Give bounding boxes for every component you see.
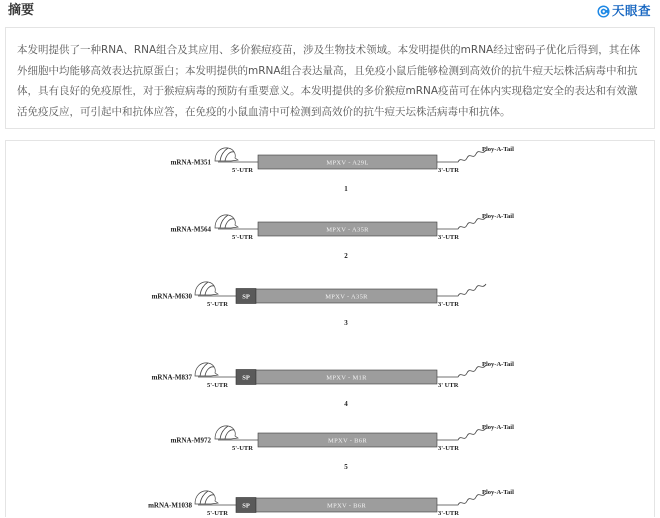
poly-a-tail-label: Ploy-A-Tail: [482, 361, 514, 368]
utr3-label: 3'-UTR: [438, 234, 459, 241]
mrna-5prime-cap-icon: [215, 148, 238, 161]
cap-outline: [215, 426, 238, 439]
cap-outline: [215, 215, 238, 228]
tianyancha-logo[interactable]: [597, 2, 651, 20]
poly-a-tail-label: Ploy-A-Tail: [482, 424, 514, 431]
mrna-5prime-cap-icon: [195, 491, 218, 504]
antigen-label: MPXV - M1R: [326, 374, 367, 382]
construct-row: [148, 489, 514, 517]
utr3-label: 3'-UTR: [438, 167, 459, 174]
construct-number: 5: [344, 463, 348, 471]
cap-outline: [195, 282, 218, 295]
construct-name-label: mRNA-M972: [170, 436, 211, 445]
tianyancha-logo-icon: [597, 5, 610, 18]
cap-outline: [215, 148, 238, 161]
utr3-label: 3'-UTR: [438, 510, 459, 517]
construct-name-label: mRNA-M837: [151, 373, 192, 382]
construct-name-label: mRNA-M1038: [148, 501, 192, 510]
patent-figure: [5, 140, 655, 517]
construct-row: [171, 213, 515, 260]
utr5-label: 5'-UTR: [232, 234, 253, 241]
signal-peptide-label: SP: [242, 502, 250, 510]
antigen-label: MPXV - A35R: [325, 293, 368, 301]
signal-peptide-label: SP: [242, 374, 250, 382]
antigen-label: MPXV - A35R: [326, 226, 369, 234]
poly-a-tail-line: [437, 365, 486, 377]
construct-number: 1: [344, 185, 348, 193]
utr3-label: 3' UTR: [438, 382, 459, 389]
cap-outline: [195, 491, 218, 504]
utr3-label: 3'-UTR: [438, 445, 459, 452]
construct-row: [152, 361, 515, 408]
poly-a-tail-line: [437, 284, 486, 296]
poly-a-tail-line: [437, 428, 486, 440]
poly-a-tail-line: [437, 217, 486, 229]
construct-name-label: mRNA-M630: [151, 292, 192, 301]
construct-row: [171, 424, 515, 471]
mrna-construct-diagram: [6, 141, 654, 517]
mrna-5prime-cap-icon: [195, 282, 218, 295]
mrna-5prime-cap-icon: [195, 363, 218, 376]
construct-name-label: mRNA-M351: [170, 158, 211, 167]
construct-number: 3: [344, 319, 348, 327]
mrna-5prime-cap-icon: [215, 426, 238, 439]
poly-a-tail-line: [437, 150, 486, 162]
mrna-5prime-cap-icon: [215, 215, 238, 228]
poly-a-tail-label: Ploy-A-Tail: [482, 213, 514, 220]
construct-number: 4: [344, 400, 348, 408]
poly-a-tail-label: Ploy-A-Tail: [482, 489, 514, 496]
antigen-label: MPXV - B6R: [327, 437, 368, 445]
utr5-label: 5'-UTR: [207, 510, 228, 517]
utr5-label: 5'-UTR: [207, 382, 228, 389]
antigen-label: MPXV - A29L: [326, 159, 369, 167]
utr3-label: 3'-UTR: [438, 301, 459, 308]
cap-outline: [195, 363, 218, 376]
antigen-label: MPXV - B6R: [326, 502, 367, 510]
poly-a-tail-label: Ploy-A-Tail: [482, 146, 514, 153]
abstract-section: [5, 27, 655, 129]
logo-text: 天眼查: [612, 3, 652, 18]
construct-row: [152, 282, 486, 327]
abstract-text: 本发明提供了一种RNA、RNA组合及其应用、多价猴痘疫苗，涉及生物技术领域。本发明提供的mRNA经过密码子优化后得到，其在体外细胞中均能够高效表达抗原蛋白；本发明提供的mRNA组合表达量高，且免疫小鼠后能够检测到高效价的抗牛痘天坛株活病毒中和抗体，具有良好的免疫原性，对于猴痘病毒的预防有重要意义。本发明提供的多价猴痘mRNA疫苗可在体内实现稳定安全的表达和有效激活免疫反应，可引起中和抗体应答，在免疫的小鼠血清中可检测到高效价的抗牛痘天坛株活病毒中和抗体。: [17, 44, 641, 118]
page-title: 摘要: [8, 3, 35, 18]
utr5-label: 5'-UTR: [207, 301, 228, 308]
construct-number: 2: [344, 252, 348, 260]
construct-row: [171, 146, 515, 193]
signal-peptide-label: SP: [242, 293, 250, 301]
utr5-label: 5'-UTR: [232, 167, 253, 174]
construct-name-label: mRNA-M564: [170, 225, 211, 234]
utr5-label: 5'-UTR: [232, 445, 253, 452]
poly-a-tail-line: [437, 493, 486, 505]
